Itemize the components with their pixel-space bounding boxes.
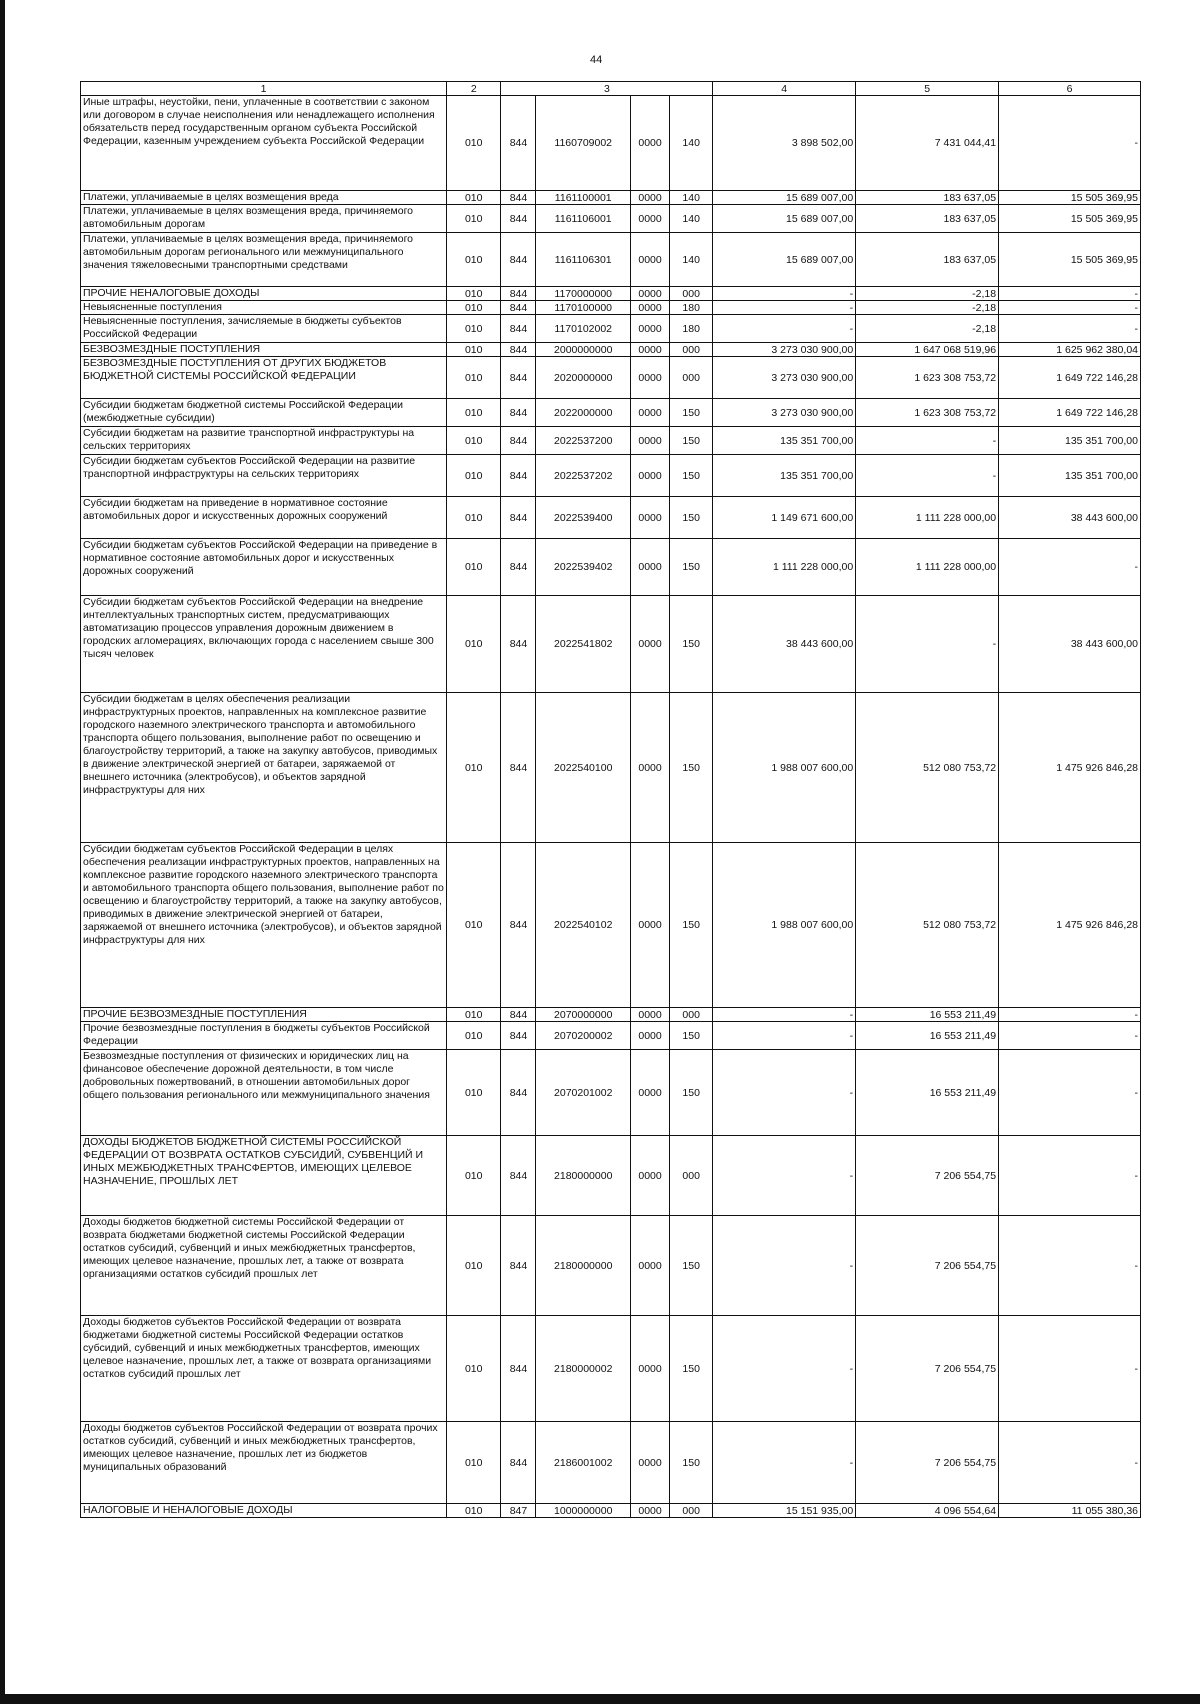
row-value-executed: 183 637,05 (856, 191, 999, 205)
row-code-admin: 010 (447, 596, 501, 693)
row-value-remainder: - (999, 96, 1141, 191)
row-name: Субсидии бюджетам бюджетной системы Российской Федерации (межбюджетные субсидии) (81, 399, 447, 427)
row-code-kbk: 2020000000 (536, 357, 631, 399)
row-name: НАЛОГОВЫЕ И НЕНАЛОГОВЫЕ ДОХОДЫ (81, 1504, 447, 1518)
header-col-4: 4 (713, 82, 856, 96)
row-value-remainder: 1 475 926 846,28 (999, 693, 1141, 843)
row-name: Иные штрафы, неустойки, пени, уплаченные в соответствии с законом или договором в случае неисполнения или ненадлежащего исполнения обязательств перед государственным органом субъекта Российской Федерации, казенным учреждением субъекта Российской Федерации (81, 96, 447, 191)
row-value-remainder: - (999, 1136, 1141, 1216)
row-code-kosgu: 150 (670, 596, 713, 693)
row-code-program: 0000 (631, 343, 670, 357)
row-value-remainder: 1 625 962 380,04 (999, 343, 1141, 357)
row-value-plan: - (713, 1008, 856, 1022)
row-code-kbk: 2070201002 (536, 1050, 631, 1136)
row-code-kosgu: 150 (670, 1050, 713, 1136)
row-code-admin: 010 (447, 455, 501, 497)
row-code-program: 0000 (631, 1316, 670, 1422)
row-name: Доходы бюджетов субъектов Российской Федерации от возврата прочих остатков субсидий, субвенций и иных межбюджетных трансфертов, имеющих целевое назначение, прошлых лет из бюджетов муниципальных образований (81, 1422, 447, 1504)
row-code-chapter: 844 (501, 596, 536, 693)
row-code-kosgu: 150 (670, 455, 713, 497)
row-code-kosgu: 150 (670, 1022, 713, 1050)
row-value-executed: - (856, 596, 999, 693)
row-value-plan: 1 988 007 600,00 (713, 843, 856, 1008)
row-code-kosgu: 180 (670, 315, 713, 343)
row-value-remainder: - (999, 1022, 1141, 1050)
row-code-admin: 010 (447, 191, 501, 205)
row-code-kosgu: 150 (670, 539, 713, 596)
row-value-executed: - (856, 455, 999, 497)
row-value-remainder: 1 475 926 846,28 (999, 843, 1141, 1008)
row-value-plan: - (713, 287, 856, 301)
budget-table (80, 81, 1141, 1518)
row-code-admin: 010 (447, 1504, 501, 1518)
row-value-plan: 135 351 700,00 (713, 455, 856, 497)
row-code-kbk: 2022537200 (536, 427, 631, 455)
row-code-chapter: 847 (501, 1504, 536, 1518)
table-row (81, 455, 1141, 497)
row-code-program: 0000 (631, 315, 670, 343)
row-value-executed: 7 206 554,75 (856, 1136, 999, 1216)
row-value-executed: 183 637,05 (856, 233, 999, 287)
row-code-kosgu: 150 (670, 1216, 713, 1316)
row-code-kosgu: 000 (670, 1136, 713, 1216)
row-code-kbk: 2186001002 (536, 1422, 631, 1504)
row-value-executed: 183 637,05 (856, 205, 999, 233)
table-row (81, 343, 1141, 357)
row-code-kbk: 2022537202 (536, 455, 631, 497)
row-value-remainder: - (999, 315, 1141, 343)
row-value-remainder: 1 649 722 146,28 (999, 357, 1141, 399)
row-code-program: 0000 (631, 191, 670, 205)
row-code-chapter: 844 (501, 539, 536, 596)
row-code-program: 0000 (631, 693, 670, 843)
row-code-kbk: 2022539402 (536, 539, 631, 596)
row-code-chapter: 844 (501, 357, 536, 399)
table-row (81, 1504, 1141, 1518)
row-code-program: 0000 (631, 843, 670, 1008)
row-value-remainder: 1 649 722 146,28 (999, 399, 1141, 427)
row-code-admin: 010 (447, 315, 501, 343)
row-code-kbk: 2022000000 (536, 399, 631, 427)
row-code-chapter: 844 (501, 287, 536, 301)
row-code-admin: 010 (447, 1022, 501, 1050)
row-value-executed: -2,18 (856, 315, 999, 343)
row-code-chapter: 844 (501, 233, 536, 287)
row-code-kosgu: 000 (670, 343, 713, 357)
row-code-program: 0000 (631, 1136, 670, 1216)
row-name: Субсидии бюджетам на развитие транспортной инфраструктуры на сельских территориях (81, 427, 447, 455)
row-value-executed: 1 623 308 753,72 (856, 399, 999, 427)
row-code-kbk: 1170000000 (536, 287, 631, 301)
table-row (81, 1136, 1141, 1216)
row-code-chapter: 844 (501, 455, 536, 497)
row-code-admin: 010 (447, 357, 501, 399)
row-name: Безвозмездные поступления от физических и юридических лиц на финансовое обеспечение дорожной деятельности, в том числе добровольных пожертвований, в отношении автомобильных дорог общего пользования регионального или межмуниципального значения (81, 1050, 447, 1136)
row-code-program: 0000 (631, 1216, 670, 1316)
row-code-program: 0000 (631, 539, 670, 596)
row-name: Субсидии бюджетам субъектов Российской Федерации на внедрение интеллектуальных транспортных систем, предусматривающих автоматизацию процессов управления дорожным движением в городских агломерациях, включающих города с населением свыше 300 тысяч человек (81, 596, 447, 693)
row-value-plan: 15 689 007,00 (713, 205, 856, 233)
row-name: Платежи, уплачиваемые в целях возмещения вреда, причиняемого автомобильным дорогам (81, 205, 447, 233)
row-code-kosgu: 150 (670, 1316, 713, 1422)
table-row (81, 693, 1141, 843)
row-code-kosgu: 140 (670, 205, 713, 233)
table-row (81, 357, 1141, 399)
page-number: 44 (590, 54, 603, 66)
row-code-admin: 010 (447, 1136, 501, 1216)
row-code-kbk: 2070000000 (536, 1008, 631, 1022)
row-value-executed: 512 080 753,72 (856, 843, 999, 1008)
row-code-kbk: 2000000000 (536, 343, 631, 357)
row-code-chapter: 844 (501, 205, 536, 233)
row-value-plan: - (713, 1216, 856, 1316)
row-value-plan: 15 689 007,00 (713, 191, 856, 205)
row-code-kosgu: 140 (670, 191, 713, 205)
row-value-executed: 1 111 228 000,00 (856, 497, 999, 539)
header-col-1: 1 (81, 82, 447, 96)
row-code-kbk: 2070200002 (536, 1022, 631, 1050)
row-value-executed: 7 431 044,41 (856, 96, 999, 191)
row-code-program: 0000 (631, 596, 670, 693)
row-code-admin: 010 (447, 693, 501, 843)
table-row (81, 1008, 1141, 1022)
row-name: ДОХОДЫ БЮДЖЕТОВ БЮДЖЕТНОЙ СИСТЕМЫ РОССИЙСКОЙ ФЕДЕРАЦИИ ОТ ВОЗВРАТА ОСТАТКОВ СУБСИДИЙ, СУБВЕНЦИЙ И ИНЫХ МЕЖБЮДЖЕТНЫХ ТРАНСФЕРТОВ, ИМЕЮЩИХ ЦЕЛЕВОЕ НАЗНАЧЕНИЕ, ПРОШЛЫХ ЛЕТ (81, 1136, 447, 1216)
row-code-kosgu: 000 (670, 1008, 713, 1022)
row-value-remainder: 38 443 600,00 (999, 596, 1141, 693)
row-value-remainder: - (999, 1216, 1141, 1316)
row-value-plan: 15 689 007,00 (713, 233, 856, 287)
row-value-executed: -2,18 (856, 287, 999, 301)
row-code-kbk: 2022541802 (536, 596, 631, 693)
row-code-kbk: 1000000000 (536, 1504, 631, 1518)
row-code-chapter: 844 (501, 343, 536, 357)
row-code-chapter: 844 (501, 399, 536, 427)
row-code-chapter: 844 (501, 191, 536, 205)
row-value-executed: 1 647 068 519,96 (856, 343, 999, 357)
row-code-program: 0000 (631, 399, 670, 427)
row-name: Прочие безвозмездные поступления в бюджеты субъектов Российской Федерации (81, 1022, 447, 1050)
row-value-plan: - (713, 1050, 856, 1136)
row-code-kbk: 2022540102 (536, 843, 631, 1008)
row-value-executed: 4 096 554,64 (856, 1504, 999, 1518)
row-value-plan: - (713, 1136, 856, 1216)
row-name: БЕЗВОЗМЕЗДНЫЕ ПОСТУПЛЕНИЯ ОТ ДРУГИХ БЮДЖЕТОВ БЮДЖЕТНОЙ СИСТЕМЫ РОССИЙСКОЙ ФЕДЕРАЦИИ (81, 357, 447, 399)
row-code-kosgu: 000 (670, 357, 713, 399)
table-row (81, 96, 1141, 191)
row-value-executed: 7 206 554,75 (856, 1422, 999, 1504)
row-code-chapter: 844 (501, 1216, 536, 1316)
table-row (81, 539, 1141, 596)
row-code-chapter: 844 (501, 1008, 536, 1022)
header-col-5: 5 (856, 82, 999, 96)
row-value-remainder: - (999, 1050, 1141, 1136)
row-value-plan: 1 988 007 600,00 (713, 693, 856, 843)
row-code-kosgu: 150 (670, 1422, 713, 1504)
row-value-executed: - (856, 427, 999, 455)
row-code-admin: 010 (447, 287, 501, 301)
row-code-program: 0000 (631, 497, 670, 539)
row-code-kbk: 2022539400 (536, 497, 631, 539)
row-name: ПРОЧИЕ НЕНАЛОГОВЫЕ ДОХОДЫ (81, 287, 447, 301)
row-code-program: 0000 (631, 1050, 670, 1136)
row-code-program: 0000 (631, 301, 670, 315)
row-code-chapter: 844 (501, 843, 536, 1008)
row-code-admin: 010 (447, 1216, 501, 1316)
row-code-kbk: 1170100000 (536, 301, 631, 315)
row-name: Платежи, уплачиваемые в целях возмещения вреда (81, 191, 447, 205)
row-value-remainder: 135 351 700,00 (999, 455, 1141, 497)
row-value-plan: 3 898 502,00 (713, 96, 856, 191)
row-code-kosgu: 140 (670, 233, 713, 287)
row-value-plan: - (713, 1022, 856, 1050)
row-code-admin: 010 (447, 497, 501, 539)
row-name: Невыясненные поступления (81, 301, 447, 315)
row-code-kbk: 1160709002 (536, 96, 631, 191)
row-value-remainder: 135 351 700,00 (999, 427, 1141, 455)
header-col-6: 6 (999, 82, 1141, 96)
row-code-kosgu: 150 (670, 843, 713, 1008)
row-value-plan: 3 273 030 900,00 (713, 343, 856, 357)
row-code-kosgu: 150 (670, 427, 713, 455)
row-value-executed: 16 553 211,49 (856, 1008, 999, 1022)
row-code-program: 0000 (631, 427, 670, 455)
row-code-admin: 010 (447, 843, 501, 1008)
row-value-remainder: - (999, 301, 1141, 315)
row-code-admin: 010 (447, 1050, 501, 1136)
row-code-kosgu: 150 (670, 693, 713, 843)
row-code-admin: 010 (447, 301, 501, 315)
row-name: Доходы бюджетов субъектов Российской Федерации от возврата бюджетами бюджетной системы Российской Федерации остатков субсидий, субвенций и иных межбюджетных трансфертов, имеющих целевое назначение, прошлых лет, а также от возврата организациями остатков субсидий прошлых лет (81, 1316, 447, 1422)
table-row (81, 287, 1141, 301)
row-code-program: 0000 (631, 455, 670, 497)
row-code-chapter: 844 (501, 497, 536, 539)
row-code-chapter: 844 (501, 1022, 536, 1050)
table-row (81, 596, 1141, 693)
row-code-kosgu: 150 (670, 399, 713, 427)
row-name: Субсидии бюджетам субъектов Российской Федерации на приведение в нормативное состояние автомобильных дорог и искусственных дорожных сооружений (81, 539, 447, 596)
row-value-executed: 7 206 554,75 (856, 1216, 999, 1316)
row-value-executed: 1 623 308 753,72 (856, 357, 999, 399)
row-code-kbk: 1161106001 (536, 205, 631, 233)
row-code-chapter: 844 (501, 1422, 536, 1504)
row-code-kbk: 1170102002 (536, 315, 631, 343)
row-value-plan: 3 273 030 900,00 (713, 399, 856, 427)
table-row (81, 1022, 1141, 1050)
row-code-kbk: 2180000000 (536, 1136, 631, 1216)
row-name: Платежи, уплачиваемые в целях возмещения вреда, причиняемого автомобильным дорогам регионального или межмуниципального значения тяжеловесными транспортными средствами (81, 233, 447, 287)
row-code-admin: 010 (447, 539, 501, 596)
row-code-admin: 010 (447, 233, 501, 287)
row-value-executed: 7 206 554,75 (856, 1316, 999, 1422)
row-value-plan: - (713, 315, 856, 343)
row-value-remainder: 15 505 369,95 (999, 205, 1141, 233)
row-code-program: 0000 (631, 1008, 670, 1022)
row-name: Субсидии бюджетам в целях обеспечения реализации инфраструктурных проектов, направленных на комплексное развитие городского наземного электрического транспорта и автомобильного транспорта общего пользования, выполнение работ по освещению и благоустройству территорий, а также на закупку автобусов, приводимых в движение электрической энергией от батареи, заряжаемой от внешнего источника (электробусов), и объектов зарядной инфраструктуры для них (81, 693, 447, 843)
row-value-plan: 3 273 030 900,00 (713, 357, 856, 399)
row-value-executed: 16 553 211,49 (856, 1022, 999, 1050)
row-code-kbk: 2180000000 (536, 1216, 631, 1316)
row-value-remainder: - (999, 1008, 1141, 1022)
table-row (81, 497, 1141, 539)
row-name: БЕЗВОЗМЕЗДНЫЕ ПОСТУПЛЕНИЯ (81, 343, 447, 357)
row-value-plan: 1 149 671 600,00 (713, 497, 856, 539)
row-value-plan: 1 111 228 000,00 (713, 539, 856, 596)
row-code-admin: 010 (447, 1316, 501, 1422)
row-value-executed: 16 553 211,49 (856, 1050, 999, 1136)
row-code-admin: 010 (447, 343, 501, 357)
row-code-admin: 010 (447, 1008, 501, 1022)
row-value-remainder: 15 505 369,95 (999, 233, 1141, 287)
row-code-admin: 010 (447, 1422, 501, 1504)
table-row (81, 315, 1141, 343)
row-code-program: 0000 (631, 357, 670, 399)
row-code-admin: 010 (447, 205, 501, 233)
row-code-program: 0000 (631, 287, 670, 301)
row-code-chapter: 844 (501, 315, 536, 343)
scan-edge-left (0, 0, 5, 1704)
row-value-remainder: - (999, 1316, 1141, 1422)
row-code-program: 0000 (631, 1022, 670, 1050)
row-name: Доходы бюджетов бюджетной системы Российской Федерации от возврата бюджетами бюджетной системы Российской Федерации остатков субсидий, субвенций и иных межбюджетных трансфертов, имеющих целевое назначение, прошлых лет, а также от возврата организациями остатков субсидий прошлых лет (81, 1216, 447, 1316)
table-row (81, 205, 1141, 233)
row-name: ПРОЧИЕ БЕЗВОЗМЕЗДНЫЕ ПОСТУПЛЕНИЯ (81, 1008, 447, 1022)
row-code-kosgu: 000 (670, 1504, 713, 1518)
table-row (81, 399, 1141, 427)
row-value-executed: 512 080 753,72 (856, 693, 999, 843)
row-code-kbk: 2022540100 (536, 693, 631, 843)
table-row (81, 233, 1141, 287)
table-row (81, 1050, 1141, 1136)
row-name: Невыясненные поступления, зачисляемые в бюджеты субъектов Российской Федерации (81, 315, 447, 343)
row-code-chapter: 844 (501, 1316, 536, 1422)
row-code-admin: 010 (447, 427, 501, 455)
row-code-chapter: 844 (501, 301, 536, 315)
row-code-program: 0000 (631, 1504, 670, 1518)
row-value-plan: - (713, 1316, 856, 1422)
scan-edge-bottom (0, 1694, 1200, 1704)
row-code-admin: 010 (447, 96, 501, 191)
row-code-chapter: 844 (501, 1050, 536, 1136)
row-code-chapter: 844 (501, 1136, 536, 1216)
table-row (81, 843, 1141, 1008)
row-value-remainder: - (999, 539, 1141, 596)
table-row (81, 1316, 1141, 1422)
row-code-kosgu: 180 (670, 301, 713, 315)
row-code-chapter: 844 (501, 96, 536, 191)
row-name: Субсидии бюджетам субъектов Российской Федерации в целях обеспечения реализации инфраструктурных проектов, направленных на комплексное развитие городского наземного электрического транспорта и автомобильного транспорта общего пользования, выполнение работ по освещению и благоустройству территорий, а также на закупку автобусов, приводимых в движение электрической энергией от батареи, заряжаемой от внешнего источника (электробусов), и объектов зарядной инфраструктуры для них (81, 843, 447, 1008)
row-value-executed: 1 111 228 000,00 (856, 539, 999, 596)
table-header-row (81, 82, 1141, 96)
row-value-plan: 135 351 700,00 (713, 427, 856, 455)
row-value-plan: 15 151 935,00 (713, 1504, 856, 1518)
header-col-3: 3 (501, 82, 713, 96)
row-name: Субсидии бюджетам субъектов Российской Федерации на развитие транспортной инфраструктуры на сельских территориях (81, 455, 447, 497)
row-name: Субсидии бюджетам на приведение в нормативное состояние автомобильных дорог и искусственных дорожных сооружений (81, 497, 447, 539)
row-code-kosgu: 000 (670, 287, 713, 301)
row-code-kbk: 1161100001 (536, 191, 631, 205)
row-code-program: 0000 (631, 205, 670, 233)
row-value-remainder: - (999, 1422, 1141, 1504)
row-code-program: 0000 (631, 96, 670, 191)
row-value-plan: - (713, 301, 856, 315)
row-code-kosgu: 150 (670, 497, 713, 539)
row-code-kosgu: 140 (670, 96, 713, 191)
row-value-plan: - (713, 1422, 856, 1504)
row-code-kbk: 2180000002 (536, 1316, 631, 1422)
row-value-remainder: 38 443 600,00 (999, 497, 1141, 539)
row-code-admin: 010 (447, 399, 501, 427)
row-code-chapter: 844 (501, 693, 536, 843)
table-row (81, 1422, 1141, 1504)
row-value-remainder: 15 505 369,95 (999, 191, 1141, 205)
row-value-plan: 38 443 600,00 (713, 596, 856, 693)
row-value-executed: -2,18 (856, 301, 999, 315)
table-row (81, 427, 1141, 455)
row-code-chapter: 844 (501, 427, 536, 455)
table-row (81, 191, 1141, 205)
header-col-2: 2 (447, 82, 501, 96)
row-code-program: 0000 (631, 233, 670, 287)
row-code-program: 0000 (631, 1422, 670, 1504)
row-value-remainder: 11 055 380,36 (999, 1504, 1141, 1518)
row-value-remainder: - (999, 287, 1141, 301)
table-row (81, 301, 1141, 315)
row-code-kbk: 1161106301 (536, 233, 631, 287)
table-row (81, 1216, 1141, 1316)
